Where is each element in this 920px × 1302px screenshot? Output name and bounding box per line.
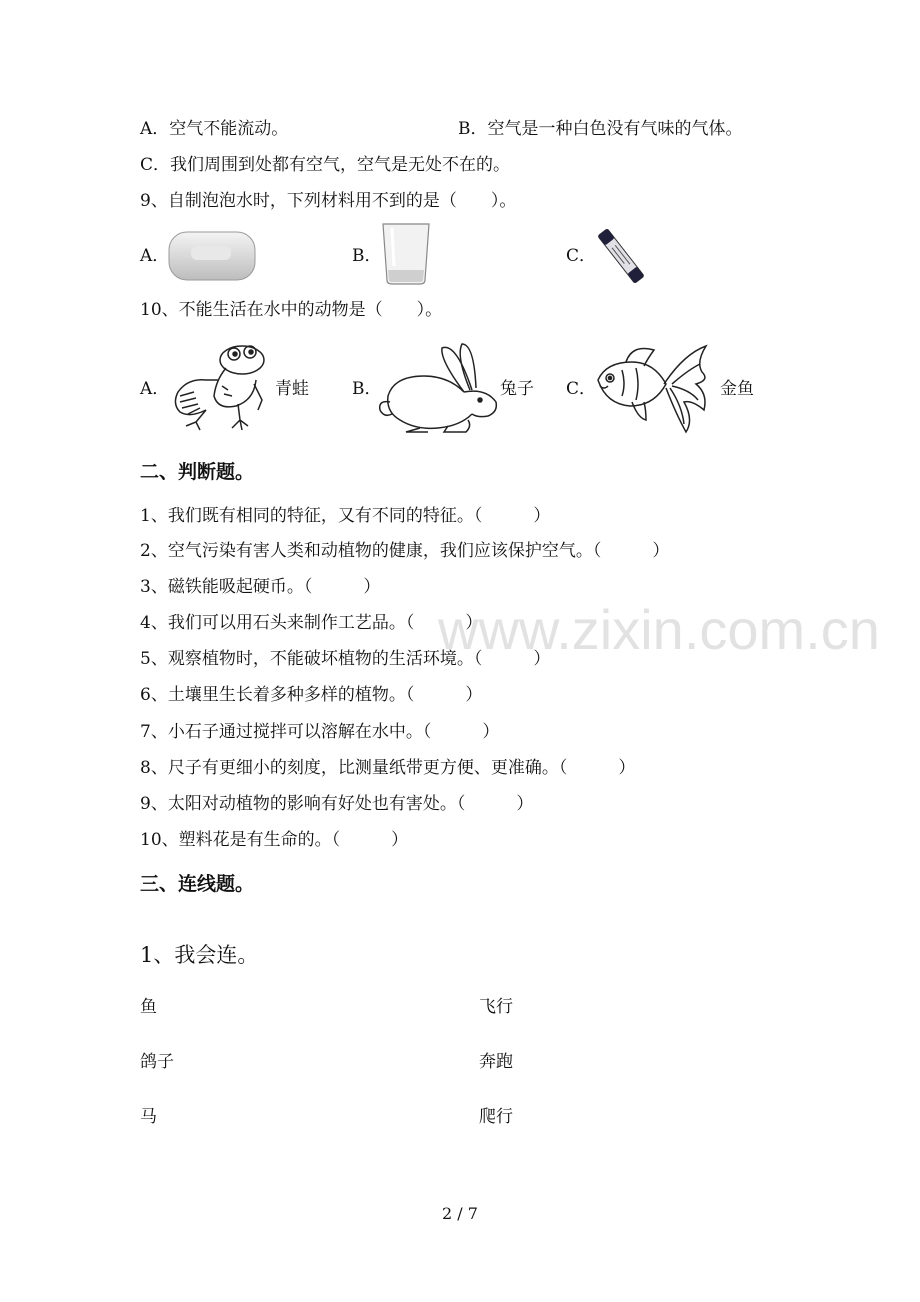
q8-option-c: C．我们周围到处都有空气，空气是无处不在的。 <box>140 155 511 175</box>
matching-right-item: 飞行 <box>479 997 513 1017</box>
q9-option-b-label: B． <box>352 246 382 266</box>
judgment-item: 10、塑料花是有生命的。（ ） <box>140 830 409 850</box>
matching-right-item: 奔跑 <box>479 1052 513 1072</box>
matching-left-item: 鱼 <box>140 997 157 1017</box>
q9-option-c-label: C． <box>566 246 597 266</box>
q10-option-c-label: C． <box>566 379 597 399</box>
watermark: www.zixin.com.cn <box>438 598 880 661</box>
judgment-item: 9、太阳对动植物的影响有好处也有害处。（ ） <box>140 794 534 814</box>
judgment-item: 7、小石子通过搅拌可以溶解在水中。（ ） <box>140 722 500 742</box>
matching-right-item: 爬行 <box>479 1107 513 1127</box>
q9-stem: 9、自制泡泡水时，下列材料用不到的是（ ）。 <box>140 191 517 211</box>
judgment-item: 1、我们既有相同的特征，又有不同的特征。（ ） <box>140 506 551 526</box>
frog-icon <box>166 340 270 434</box>
judgment-item: 3、磁铁能吸起硬币。（ ） <box>140 577 381 597</box>
q10-stem: 10、不能生活在水中的动物是（ ）。 <box>140 300 443 320</box>
q8-option-a: A．空气不能流动。 <box>140 119 289 139</box>
glass-cup-icon <box>380 222 432 286</box>
q9-option-a-label: A． <box>140 246 170 266</box>
section2-title: 二、判断题。 <box>140 461 255 483</box>
section3-title: 三、连线题。 <box>140 873 255 895</box>
q10-option-a-label: A． <box>140 379 170 399</box>
q10-option-a-name: 青蛙 <box>275 379 309 399</box>
soap-bar-icon <box>167 228 257 284</box>
q10-option-c-name: 金鱼 <box>720 379 754 399</box>
matching-left-item: 马 <box>140 1107 157 1127</box>
judgment-item: 4、我们可以用石头来制作工艺品。（ ） <box>140 613 483 633</box>
marker-pen-icon <box>593 226 649 286</box>
judgment-item: 6、土壤里生长着多种多样的植物。（ ） <box>140 685 483 705</box>
matching-left-item: 鸽子 <box>140 1052 174 1072</box>
page-number: 2 / 7 <box>442 1204 478 1223</box>
rabbit-icon <box>376 340 500 436</box>
judgment-item: 8、尺子有更细小的刻度，比测量纸带更方便、更准确。（ ） <box>140 758 636 778</box>
matching-question: 1、我会连。 <box>140 943 259 967</box>
goldfish-icon <box>592 340 716 436</box>
judgment-item: 5、观察植物时，不能破坏植物的生活环境。（ ） <box>140 649 551 669</box>
judgment-item: 2、空气污染有害人类和动植物的健康，我们应该保护空气。（ ） <box>140 541 670 561</box>
q8-option-b: B．空气是一种白色没有气味的气体。 <box>458 119 743 139</box>
q10-option-b-label: B． <box>352 379 382 399</box>
q10-option-b-name: 兔子 <box>500 379 534 399</box>
